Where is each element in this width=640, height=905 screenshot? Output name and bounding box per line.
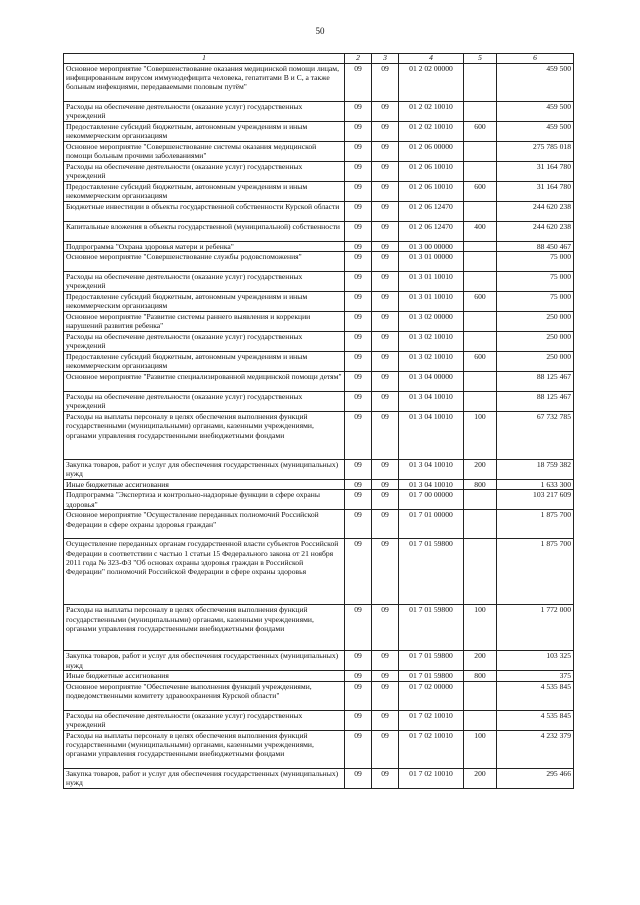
table-row [64,272,574,292]
table-row [64,490,574,510]
row-subsection-cell: 09 [372,242,399,252]
row-name-cell: Расходы на выплаты персоналу в целях обеспечения выполнения функций государственными (муниципальными) органами, казенными учреждениями, органами управления государственными внебюджетными фондами [64,730,345,768]
row-section-cell: 09 [345,332,372,352]
table-row [64,162,574,182]
row-target-article-cell: 01 2 06 10010 [399,162,464,182]
row-amount-cell: 4 232 379 [497,730,574,768]
row-target-article-cell: 01 3 02 10010 [399,332,464,352]
row-expense-type-cell [464,681,497,710]
row-target-article-cell: 01 7 02 10010 [399,730,464,768]
row-section-cell: 09 [345,412,372,460]
table-body [64,64,574,789]
row-expense-type-cell: 100 [464,605,497,651]
row-section-cell: 09 [345,480,372,490]
row-subsection-cell: 09 [372,122,399,142]
row-section-cell: 09 [345,142,372,162]
row-target-article-cell: 01 3 04 10010 [399,392,464,412]
row-amount-cell: 88 450 467 [497,242,574,252]
table-row [64,292,574,312]
row-expense-type-cell [464,102,497,122]
row-subsection-cell: 09 [372,412,399,460]
row-amount-cell: 295 466 [497,768,574,788]
row-target-article-cell: 01 7 01 00000 [399,510,464,539]
table-row [64,242,574,252]
row-expense-type-cell: 600 [464,292,497,312]
row-subsection-cell: 09 [372,651,399,671]
row-section-cell: 09 [345,768,372,788]
row-amount-cell: 375 [497,671,574,681]
row-target-article-cell: 01 7 01 59800 [399,605,464,651]
row-subsection-cell: 09 [372,252,399,272]
row-amount-cell: 103 325 [497,651,574,671]
row-name-cell: Расходы на обеспечение деятельности (оказание услуг) государственных учреждений [64,332,345,352]
row-amount-cell: 103 217 609 [497,490,574,510]
table-row [64,202,574,222]
row-section-cell: 09 [345,162,372,182]
row-section-cell: 09 [345,352,372,372]
row-section-cell: 09 [345,122,372,142]
row-target-article-cell: 01 2 02 10010 [399,102,464,122]
row-name-cell: Основное мероприятие "Осуществление переданных полномочий Российской Федерации в сфере охраны здоровья граждан" [64,510,345,539]
row-name-cell: Расходы на обеспечение деятельности (оказание услуг) государственных учреждений [64,710,345,730]
row-subsection-cell: 09 [372,605,399,651]
row-name-cell: Расходы на обеспечение деятельности (оказание услуг) государственных учреждений [64,272,345,292]
row-name-cell: Иные бюджетные ассигнования [64,671,345,681]
row-target-article-cell: 01 2 06 12470 [399,222,464,242]
row-subsection-cell: 09 [372,539,399,605]
row-expense-type-cell: 400 [464,222,497,242]
row-expense-type-cell [464,252,497,272]
row-name-cell: Расходы на обеспечение деятельности (оказание услуг) государственных учреждений [64,162,345,182]
table-row [64,222,574,242]
header-col-subsection: 3 [372,54,399,64]
table-row [64,332,574,352]
row-target-article-cell: 01 7 02 00000 [399,681,464,710]
row-subsection-cell: 09 [372,730,399,768]
row-target-article-cell: 01 3 02 00000 [399,312,464,332]
row-subsection-cell: 09 [372,292,399,312]
row-amount-cell: 459 500 [497,64,574,102]
table-row [64,539,574,605]
row-subsection-cell: 09 [372,312,399,332]
row-name-cell: Основное мероприятие "Совершенствование службы родовспоможения" [64,252,345,272]
row-target-article-cell: 01 2 06 10010 [399,182,464,202]
table-row [64,412,574,460]
row-expense-type-cell: 600 [464,122,497,142]
row-name-cell: Бюджетные инвестиции в объекты государственной собственности Курской области [64,202,345,222]
row-section-cell: 09 [345,202,372,222]
row-amount-cell: 250 000 [497,332,574,352]
table-row [64,392,574,412]
row-subsection-cell: 09 [372,460,399,480]
row-name-cell: Основное мероприятие "Совершенствование оказания медицинской помощи лицам, инфицированным вирусом иммунодефицита человека, гепатитами В и С, а также больным инфекциями, передаваемыми половым путём" [64,64,345,102]
row-subsection-cell: 09 [372,222,399,242]
table-row [64,102,574,122]
row-amount-cell: 1 772 000 [497,605,574,651]
row-amount-cell: 4 535 845 [497,710,574,730]
row-section-cell: 09 [345,539,372,605]
row-name-cell: Подпрограмма "Экспертиза и контрольно-надзорные функции в сфере охраны здоровья" [64,490,345,510]
row-section-cell: 09 [345,651,372,671]
row-section-cell: 09 [345,605,372,651]
row-name-cell: Расходы на обеспечение деятельности (оказание услуг) государственных учреждений [64,102,345,122]
row-name-cell: Предоставление субсидий бюджетным, автономным учреждениям и иным некоммерческим организациям [64,182,345,202]
row-expense-type-cell: 100 [464,730,497,768]
row-name-cell: Предоставление субсидий бюджетным, автономным учреждениям и иным некоммерческим организациям [64,292,345,312]
row-target-article-cell: 01 2 06 00000 [399,142,464,162]
row-expense-type-cell [464,539,497,605]
table-row [64,252,574,272]
row-amount-cell: 275 785 018 [497,142,574,162]
row-amount-cell: 75 000 [497,292,574,312]
row-name-cell: Расходы на выплаты персоналу в целях обеспечения выполнения функций государственными (муниципальными) органами, казенными учреждениями, органами управления государственными внебюджетными фондами [64,605,345,651]
row-expense-type-cell [464,372,497,392]
row-amount-cell: 1 875 700 [497,510,574,539]
row-expense-type-cell: 600 [464,352,497,372]
table-row [64,480,574,490]
row-target-article-cell: 01 7 01 59800 [399,651,464,671]
row-name-cell: Капитальные вложения в объекты государственной (муниципальной) собственности [64,222,345,242]
row-section-cell: 09 [345,392,372,412]
row-section-cell: 09 [345,182,372,202]
row-name-cell: Иные бюджетные ассигнования [64,480,345,490]
row-target-article-cell: 01 7 02 10010 [399,768,464,788]
row-name-cell: Основное мероприятие "Совершенствование системы оказания медицинской помощи больным прочими заболеваниями" [64,142,345,162]
row-amount-cell: 31 164 780 [497,182,574,202]
page-number: 50 [315,26,325,36]
table-row [64,510,574,539]
row-subsection-cell: 09 [372,142,399,162]
row-name-cell: Подпрограмма "Охрана здоровья матери и ребенка" [64,242,345,252]
row-subsection-cell: 09 [372,710,399,730]
row-amount-cell: 75 000 [497,272,574,292]
row-subsection-cell: 09 [372,480,399,490]
row-target-article-cell: 01 3 04 00000 [399,372,464,392]
row-subsection-cell: 09 [372,102,399,122]
row-section-cell: 09 [345,681,372,710]
row-amount-cell: 244 620 238 [497,222,574,242]
row-expense-type-cell [464,510,497,539]
row-section-cell: 09 [345,242,372,252]
row-subsection-cell: 09 [372,372,399,392]
table-row [64,182,574,202]
budget-table [63,53,574,789]
row-target-article-cell: 01 7 01 59800 [399,671,464,681]
row-name-cell: Закупка товаров, работ и услуг для обеспечения государственных (муниципальных) нужд [64,768,345,788]
row-target-article-cell: 01 3 04 10010 [399,460,464,480]
row-subsection-cell: 09 [372,162,399,182]
header-col-amount: 6 [497,54,574,64]
row-subsection-cell: 09 [372,64,399,102]
row-target-article-cell: 01 2 02 00000 [399,64,464,102]
row-section-cell: 09 [345,671,372,681]
row-section-cell: 09 [345,64,372,102]
row-name-cell: Осуществление переданных органам государственной власти субъектов Российской Федерации в соответствии с частью 1 статьи 15 Федерального закона от 21 ноября 2011 года № 323-ФЗ "Об основах охраны здоровья граждан в Российской Федерации" полномочий Российской Федерации в сфере охраны здоровья [64,539,345,605]
row-expense-type-cell [464,392,497,412]
header-col-name: 1 [64,54,345,64]
row-expense-type-cell [464,272,497,292]
row-name-cell: Основное мероприятие "Развитие системы раннего выявления и коррекции нарушений развития ребенка" [64,312,345,332]
row-amount-cell: 18 759 382 [497,460,574,480]
row-name-cell: Расходы на обеспечение деятельности (оказание услуг) государственных учреждений [64,392,345,412]
row-section-cell: 09 [345,222,372,242]
row-subsection-cell: 09 [372,510,399,539]
row-target-article-cell: 01 2 06 12470 [399,202,464,222]
row-target-article-cell: 01 7 00 00000 [399,490,464,510]
row-name-cell: Основное мероприятие "Обеспечение выполнения функций учреждениями, подведомственными комитету здравоохранения Курской области" [64,681,345,710]
row-expense-type-cell: 100 [464,412,497,460]
row-amount-cell: 1 875 700 [497,539,574,605]
table-row [64,122,574,142]
row-name-cell: Предоставление субсидий бюджетным, автономным учреждениям и иным некоммерческим организациям [64,352,345,372]
header-col-target-article: 4 [399,54,464,64]
row-subsection-cell: 09 [372,332,399,352]
header-row [64,54,574,64]
row-subsection-cell: 09 [372,272,399,292]
row-target-article-cell: 01 3 02 10010 [399,352,464,372]
row-amount-cell: 31 164 780 [497,162,574,182]
row-amount-cell: 88 125 467 [497,372,574,392]
row-expense-type-cell: 800 [464,671,497,681]
row-section-cell: 09 [345,372,372,392]
row-name-cell: Основное мероприятие "Развитие специализированной медицинской помощи детям" [64,372,345,392]
row-target-article-cell: 01 7 01 59800 [399,539,464,605]
row-expense-type-cell: 200 [464,651,497,671]
table-row [64,64,574,102]
table-row [64,671,574,681]
row-subsection-cell: 09 [372,352,399,372]
row-subsection-cell: 09 [372,202,399,222]
row-section-cell: 09 [345,272,372,292]
row-target-article-cell: 01 3 04 10010 [399,480,464,490]
row-amount-cell: 1 633 300 [497,480,574,490]
row-expense-type-cell [464,162,497,182]
row-section-cell: 09 [345,510,372,539]
row-section-cell: 09 [345,312,372,332]
row-target-article-cell: 01 3 01 10010 [399,292,464,312]
row-subsection-cell: 09 [372,182,399,202]
table-row [64,768,574,788]
row-expense-type-cell [464,312,497,332]
row-expense-type-cell [464,142,497,162]
row-amount-cell: 4 535 845 [497,681,574,710]
row-subsection-cell: 09 [372,392,399,412]
row-target-article-cell: 01 2 02 10010 [399,122,464,142]
row-expense-type-cell [464,710,497,730]
header-col-expense-type: 5 [464,54,497,64]
table-row [64,681,574,710]
row-expense-type-cell: 800 [464,480,497,490]
row-amount-cell: 459 500 [497,122,574,142]
row-expense-type-cell [464,64,497,102]
row-amount-cell: 250 000 [497,352,574,372]
row-expense-type-cell [464,490,497,510]
row-expense-type-cell: 200 [464,768,497,788]
row-expense-type-cell [464,202,497,222]
row-name-cell: Закупка товаров, работ и услуг для обеспечения государственных (муниципальных) нужд [64,460,345,480]
row-amount-cell: 75 000 [497,252,574,272]
row-subsection-cell: 09 [372,681,399,710]
row-section-cell: 09 [345,252,372,272]
table-row [64,312,574,332]
row-amount-cell: 67 732 785 [497,412,574,460]
row-name-cell: Предоставление субсидий бюджетным, автономным учреждениям и иным некоммерческим организациям [64,122,345,142]
row-section-cell: 09 [345,490,372,510]
row-name-cell: Расходы на выплаты персоналу в целях обеспечения выполнения функций государственными (муниципальными) органами, казенными учреждениями, органами управления государственными внебюджетными фондами [64,412,345,460]
table-row [64,460,574,480]
row-subsection-cell: 09 [372,490,399,510]
table-row [64,372,574,392]
row-section-cell: 09 [345,710,372,730]
row-amount-cell: 459 500 [497,102,574,122]
row-target-article-cell: 01 3 01 10010 [399,272,464,292]
row-subsection-cell: 09 [372,768,399,788]
row-amount-cell: 244 620 238 [497,202,574,222]
table-row [64,352,574,372]
row-expense-type-cell: 600 [464,182,497,202]
table-row [64,142,574,162]
row-target-article-cell: 01 3 01 00000 [399,252,464,272]
table-row [64,710,574,730]
table-row [64,651,574,671]
row-section-cell: 09 [345,730,372,768]
row-expense-type-cell: 200 [464,460,497,480]
row-section-cell: 09 [345,460,372,480]
row-expense-type-cell [464,242,497,252]
row-amount-cell: 250 000 [497,312,574,332]
header-col-section: 2 [345,54,372,64]
row-amount-cell: 88 125 467 [497,392,574,412]
row-subsection-cell: 09 [372,671,399,681]
row-name-cell: Закупка товаров, работ и услуг для обеспечения государственных (муниципальных) нужд [64,651,345,671]
row-target-article-cell: 01 3 00 00000 [399,242,464,252]
table-row [64,730,574,768]
row-expense-type-cell [464,332,497,352]
table-row [64,605,574,651]
row-target-article-cell: 01 7 02 10010 [399,710,464,730]
row-section-cell: 09 [345,292,372,312]
row-target-article-cell: 01 3 04 10010 [399,412,464,460]
row-section-cell: 09 [345,102,372,122]
